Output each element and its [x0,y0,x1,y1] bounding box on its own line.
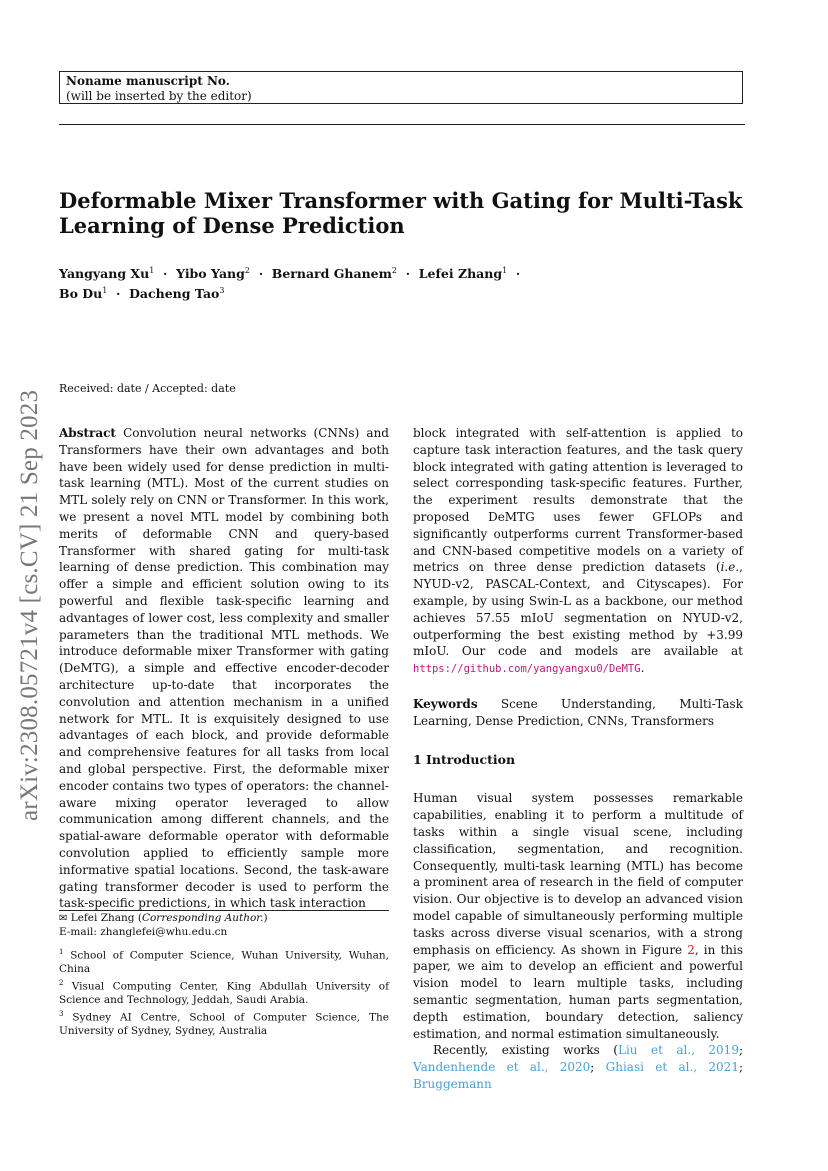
received-date: Received: date / Accepted: date [59,382,236,395]
author-name: Bernard Ghanem [271,266,392,282]
keywords-text: Scene Understanding, Multi-Task Learning, Dense Prediction, CNNs, Transformers [413,696,743,728]
envelope-icon: ✉ [59,913,68,924]
citation-separator: ; [738,1060,743,1075]
citation-link[interactable]: Bruggemann [413,1076,492,1091]
abstract-continued [413,425,743,678]
author-name: Bo Du [59,286,103,302]
manuscript-number: Noname manuscript No. [66,74,230,88]
author-name: Yibo Yang [176,266,245,282]
affiliation-text: Visual Computing Center, King Abdullah University of Science and Technology, Jeddah, Saudi Arabia. [59,980,389,1006]
corresponding-role: Corresponding Author. [141,912,264,924]
author-separator: · [163,266,168,282]
ie-abbrev: i.e. [720,560,740,575]
author-separator: · [405,266,411,282]
header-rule [59,124,745,125]
author-separator: · [116,286,121,302]
author-name: Dacheng Tao [129,286,220,302]
author-name: Lefei Zhang [418,266,503,282]
code-url-link[interactable]: https://github.com/yangyangxu0/DeMTG [413,663,641,676]
left-column [59,425,389,912]
author-list [59,262,749,302]
affiliation-text: Sydney AI Centre, School of Computer Science, The University of Sydney, Sydney, Australia [59,1011,389,1037]
citation-link[interactable]: Vandenhende et al., 2020 [413,1060,591,1075]
affiliation-1 [59,946,389,977]
author-affiliation: 3 [219,286,225,296]
keywords [413,696,743,730]
affiliation-2 [59,977,389,1008]
abstract-text-right-b: , NYUD-v2, PASCAL-Context, and Cityscapes). For example, by using Swin-L as a backbone, our method achieves 57.55 mIoU segmentation on NYUD-v2, outperforming the best existing method by +3.99 mIoU. Our code and models are available at [413,560,743,659]
abstract-text-left: Convolution neural networks (CNNs) and Transformers have their own advantages and both have been widely used for dense prediction in multi-task learning (MTL). Most of the current studies on MTL solely rely on CNN or Transformer. In this work, we present a novel MTL model by combining both merits of deformable CNN and query-based Transformer with shared gating for multi-task learning of dense prediction. This combination may offer a simple and efficient solution owing to its powerful and flexible task-specific learning and advantages of lower cost, less complexity and smaller parameters than the traditional MTL methods. We introduce deformable mixer Transformer with gating (DeMTG), a simple and effective encoder-decoder architecture up-to-date that incorporates the convolution and attention mechanism in a unified network for MTL. It is exquisitely designed to use advantages of each block, and provide deformable and comprehensive features for all tasks from local and global perspective. First, the deformable mixer encoder contains two types of operators: the channel-aware mixing operator leveraged to allow communication among different channels, and the spatial-aware deformable operator with deformable convolution applied to efficiently sample more informative spatial locations. Second, the task-aware gating transformer decoder is used to perform the task-specific predictions, in which task interaction [59,426,389,911]
intro-paragraph-1 [413,790,743,1042]
figure-ref-link[interactable]: 2 [687,942,695,957]
paper-title: Deformable Mixer Transformer with Gating for Multi-Task Learning of Dense Prediction [59,188,743,238]
abstract-text-right: block integrated with self-attention is applied to capture task interaction features, and the task query block integrated with gating attention is leveraged to select corresponding task-specific features. Further, the experiment results demonstrate that the proposed DeMTG uses fewer GFLOPs and significantly outperforms current Transformer-based and CNN-based competitive models on a variety of metrics on three dense prediction datasets ( [413,426,743,575]
affiliation-number: 3 [59,1009,64,1018]
abstract [59,425,389,912]
editor-note: (will be inserted by the editor) [66,89,252,103]
author-affiliation: 2 [244,266,250,275]
affiliation-3 [59,1008,389,1039]
corresponding-email: E-mail: zhanglefei@whu.edu.cn [59,925,228,938]
intro-paragraph-2 [413,1042,743,1092]
footnote-rule [59,910,389,911]
citation-separator: ; [590,1060,606,1075]
corresponding-name: Lefei Zhang ( [70,912,142,924]
affiliation-number: 2 [59,978,64,987]
author-affiliation: 2 [391,266,397,275]
citation-link[interactable]: Liu et al., 2019 [617,1043,739,1058]
right-column [413,425,743,1093]
citation-link[interactable]: Ghiasi et al., 2021 [605,1060,739,1075]
footnotes [59,912,389,1038]
author-affiliation: 1 [149,266,155,275]
author-separator: · [258,266,264,282]
affiliation-number: 1 [59,948,64,957]
keywords-label: Keywords [413,696,478,711]
author-affiliation: 1 [102,286,108,296]
citation-separator: ; [738,1043,744,1058]
section-heading-introduction: 1 Introduction [413,751,516,767]
manuscript-header-box [59,71,743,104]
author-separator: · [515,266,521,282]
author-name: Yangyang Xu [59,266,150,282]
abstract-label: Abstract [59,426,116,440]
intro-text: Human visual system possesses remarkable capabilities, enabling it to perform a multitude of tasks within a single visual scene, including classification, segmentation, and recognition. Consequently, multi-task learning (MTL) has become a prominent area of research in the field of computer vision. Our objective is to develop an advanced vision model capable of simultaneously performing multiple tasks across diverse visual scenarios, with a strong emphasis on efficiency. As shown in Figure [413,791,743,957]
affiliation-text: School of Computer Science, Wuhan University, Wuhan, China [59,949,389,976]
intro-text-c: Recently, existing works ( [433,1043,618,1058]
intro-text-b: , in this paper, we aim to develop an efficient and powerful vision model to learn multiple tasks, including semantic segmentation, human parts segmentation, depth estimation, boundary detection, saliency estimation, and normal estimation simultaneously. [413,942,743,1041]
corresponding-end: ) [263,912,268,924]
arxiv-stamp: arXiv:2308.05721v4 [cs.CV] 21 Sep 2023 [16,389,43,821]
corresponding-author [59,912,389,926]
abstract-end: . [640,661,645,676]
author-affiliation: 1 [502,266,508,275]
